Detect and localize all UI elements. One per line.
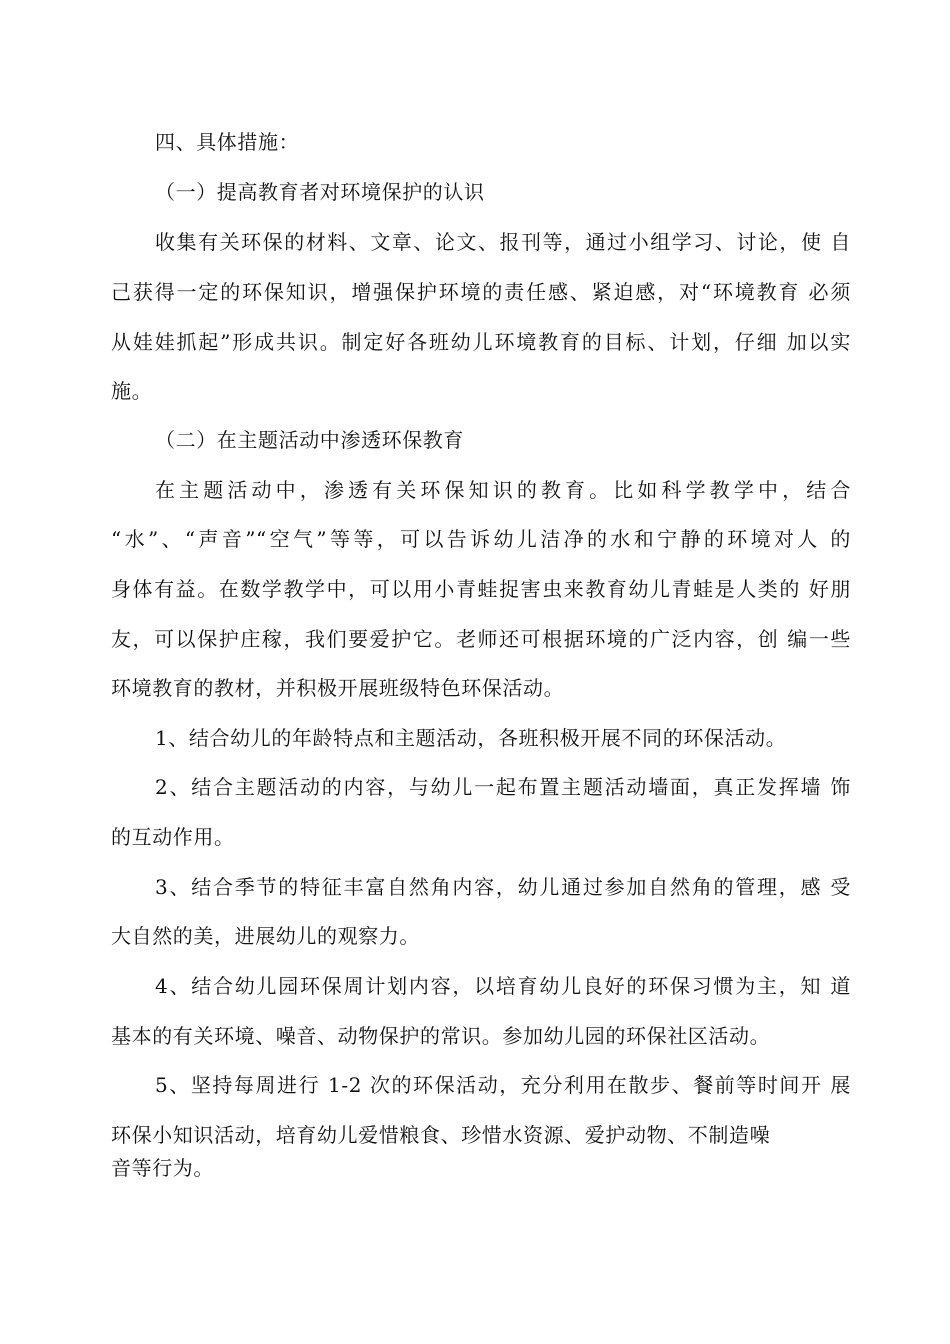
paragraph-line: 施。 [111, 379, 153, 403]
paragraph-line: 在主题活动中，渗透有关环保知识的教育。比如科学教学中，结合 [155, 478, 851, 502]
paragraph-line: “水”、“声音”“空气”等等，可以告诉幼儿洁净的水和宁静的环境对人 的 [111, 527, 851, 551]
list-item-3-cont: 大自然的美，进展幼儿的观察力。 [111, 924, 420, 948]
list-item-3: 3、结合季节的特征丰富自然角内容，幼儿通过参加自然角的管理，感 受 [155, 875, 851, 899]
list-item-5-cont: 环保小知识活动，培育幼儿爱惜粮食、珍惜水资源、爱护动物、不制造噪 [111, 1123, 771, 1147]
section-heading: 四、具体措施： [155, 130, 300, 154]
list-item-2: 2、结合主题活动的内容，与幼儿一起布置主题活动墙面，真正发挥墙 饰 [155, 775, 851, 799]
paragraph-line: 从娃娃抓起”形成共识。制定好各班幼儿环境教育的目标、计划，仔细 加以实 [111, 330, 851, 354]
paragraph-line: 身体有益。在数学教学中，可以用小青蛙捉害虫来教育幼儿青蛙是人类的 好朋 [111, 577, 851, 601]
list-item-2-cont: 的互动作用。 [111, 825, 235, 849]
list-item-5: 5、坚持每周进行 1-2 次的环保活动，充分利用在散步、餐前等时间开 展 [155, 1073, 851, 1097]
list-item-5-cont: 音等行为。 [111, 1156, 214, 1180]
paragraph-line: 友，可以保护庄稼，我们要爱护它。老师还可根据环境的广泛内容，创 编一些 [111, 627, 851, 651]
paragraph-line: 环境教育的教材，并积极开展班级特色环保活动。 [111, 676, 565, 700]
list-item-4: 4、结合幼儿园环保周计划内容，以培育幼儿良好的环保习惯为主，知 道 [155, 974, 851, 998]
subsection-title-2: （二）在主题活动中渗透环保教育 [155, 428, 464, 452]
paragraph-line: 己获得一定的环保知识，增强保护环境的责任感、紧迫感，对“环境教育 必须 [111, 280, 851, 304]
subsection-title-1: （一）提高教育者对环境保护的认识 [155, 180, 485, 204]
paragraph-line: 收集有关环保的材料、文章、论文、报刊等，通过小组学习、讨论，使 自 [155, 230, 851, 254]
list-item-4-cont: 基本的有关环境、噪音、动物保护的常识。参加幼儿园的环保社区活动。 [111, 1024, 771, 1048]
list-item-1: 1、结合幼儿的年龄特点和主题活动，各班积极开展不同的环保活动。 [155, 726, 787, 750]
